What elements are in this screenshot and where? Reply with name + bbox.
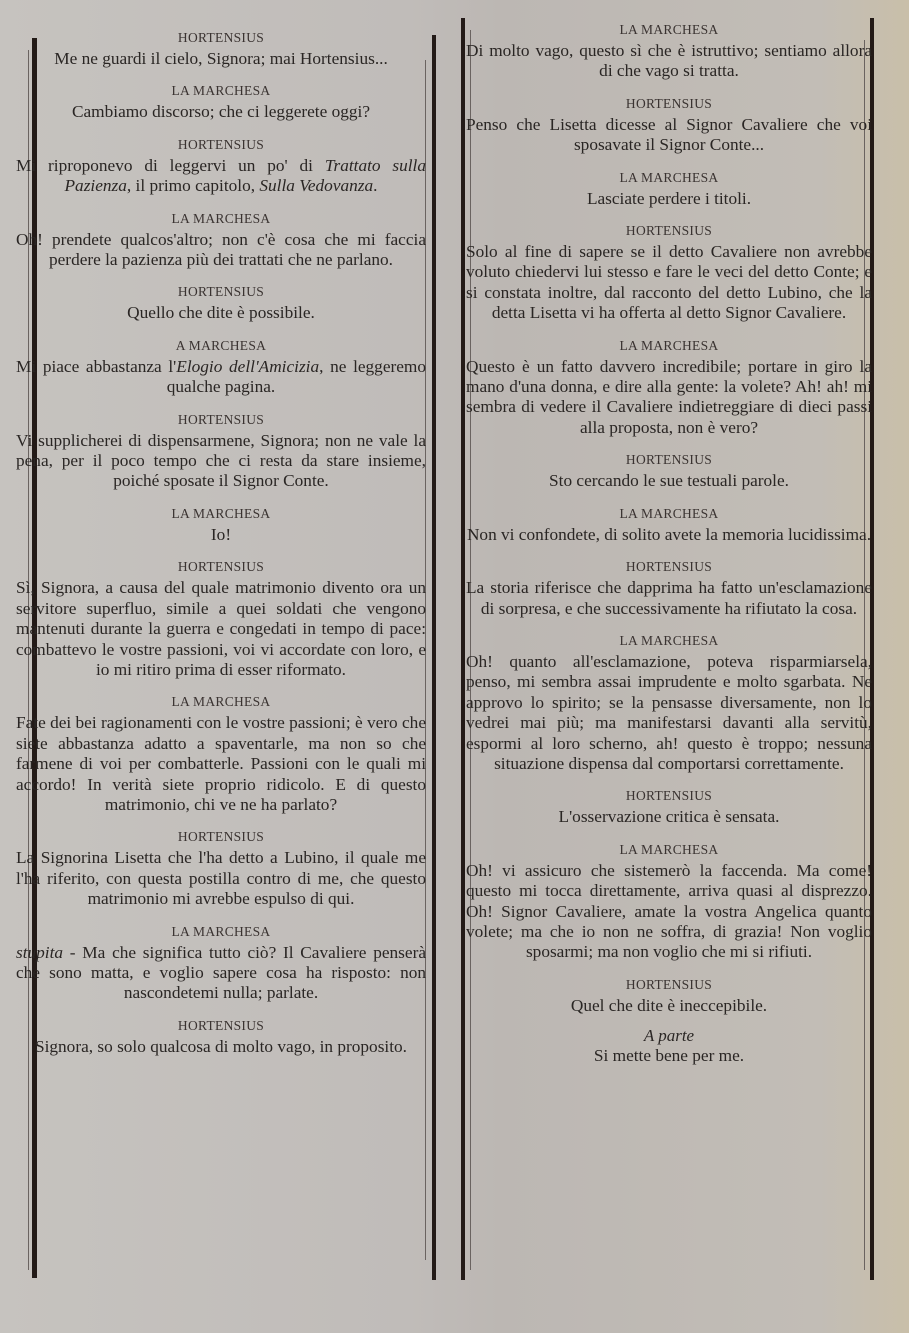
speaker-name: HORTENSIUS bbox=[177, 284, 265, 300]
dialogue-line: L'osservazione critica è sensata. bbox=[558, 807, 780, 827]
text-span: Mi piace abbastanza l' bbox=[16, 356, 177, 376]
speaker-name: HORTENSIUS bbox=[625, 452, 713, 468]
stage-direction: A parte bbox=[643, 1026, 695, 1046]
dialogue-line: Questo è un fatto davvero incredibile; portare in giro la mano d'una donna, e dire alla gente: la volete? Ah! ah! mi sembra di vedere il Cavaliere indietreggiare di dieci passi alla proposta, non è vero? bbox=[466, 356, 872, 437]
dialogue-block bbox=[466, 633, 872, 774]
right-column-left-rule bbox=[461, 18, 465, 1280]
dialogue-block bbox=[16, 137, 426, 197]
speaker-name: LA MARCHESA bbox=[619, 505, 719, 521]
dialogue-block bbox=[466, 96, 872, 156]
text-span: . bbox=[373, 176, 378, 196]
speaker-name: LA MARCHESA bbox=[619, 169, 719, 185]
speaker-name: LA MARCHESA bbox=[619, 632, 719, 648]
dialogue-block bbox=[466, 338, 872, 439]
dialogue-line: Vi supplicherei di dispensarmene, Signora; non ne vale la pena, per il poco tempo che ci resta da stare insieme, poiché sposate il Signor Conte. bbox=[16, 430, 426, 491]
left-column bbox=[16, 30, 426, 1071]
aside-line: Si mette bene per me. bbox=[593, 1046, 745, 1066]
dialogue-line: Sto cercando le sue testuali parole. bbox=[549, 471, 789, 491]
italic-text: Elogio dell'Amicizia bbox=[176, 356, 320, 376]
right-column bbox=[466, 22, 872, 1081]
dialogue-line: Non vi confondete, di solito avete la memoria lucidissima. bbox=[466, 524, 872, 544]
dialogue-block bbox=[16, 211, 426, 271]
dialogue-line: Penso che Lisetta dicesse al Signor Cavaliere che voi sposavate il Signor Conte... bbox=[466, 114, 872, 155]
speaker-name: HORTENSIUS bbox=[625, 559, 713, 575]
dialogue-line: Oh! prendete qualcos'altro; non c'è cosa che mi faccia perdere la pazienza più dei trattati che ne parlano. bbox=[16, 229, 426, 270]
text-span: , ne leggeremo qualche pagina. bbox=[166, 356, 426, 397]
speaker-name: HORTENSIUS bbox=[625, 788, 713, 804]
speaker-name: LA MARCHESA bbox=[619, 337, 719, 353]
dialogue-line bbox=[16, 156, 426, 197]
text-span: Mi riproponevo di leggervi un po' di bbox=[16, 155, 325, 175]
speaker-name: LA MARCHESA bbox=[171, 694, 271, 710]
speaker-name: HORTENSIUS bbox=[177, 1017, 265, 1033]
speaker-name: A MARCHESA bbox=[175, 337, 267, 353]
speaker-name: HORTENSIUS bbox=[177, 411, 265, 427]
dialogue-line: Di molto vago, questo sì che è istruttivo; sentiamo allora di che vago si tratta. bbox=[466, 41, 872, 81]
dialogue-line bbox=[16, 943, 426, 1004]
italic-text: stupita bbox=[16, 942, 64, 962]
dialogue-block bbox=[466, 559, 872, 619]
speaker-name: HORTENSIUS bbox=[177, 829, 265, 845]
speaker-name: HORTENSIUS bbox=[177, 30, 265, 45]
left-column-right-rule bbox=[432, 35, 436, 1280]
speaker-name: LA MARCHESA bbox=[619, 841, 719, 857]
dialogue-block bbox=[16, 83, 426, 122]
dialogue-block bbox=[466, 223, 872, 324]
dialogue-block bbox=[16, 412, 426, 492]
dialogue-block bbox=[466, 977, 872, 1067]
italic-text: Sulla Vedovanza bbox=[259, 176, 374, 196]
speaker-name: HORTENSIUS bbox=[177, 559, 265, 575]
speaker-name: HORTENSIUS bbox=[625, 95, 713, 111]
dialogue-block bbox=[16, 338, 426, 398]
dialogue-block bbox=[16, 559, 426, 680]
dialogue-line: Signora, so solo qualcosa di molto vago, in proposito. bbox=[34, 1036, 407, 1056]
dialogue-block bbox=[16, 1018, 426, 1057]
dialogue-block bbox=[466, 842, 872, 963]
dialogue-line: Quel che dite è ineccepibile. bbox=[570, 995, 768, 1015]
dialogue-line: Solo al fine di sapere se il detto Cavaliere non avrebbe voluto chiedervi lui stesso e fare le veci del detto Conte; e si constata inoltre, dal racconto del detto Lubino, che la detta Lisetta vi ha offerta al detto Signor Cavaliere. bbox=[466, 242, 872, 323]
dialogue-block bbox=[466, 170, 872, 209]
text-span: - Ma che significa tutto ciò? Il Cavaliere penserà che sono matta, e voglio sapere cosa ha risposto: non nascondetemi nulla; parlate. bbox=[16, 942, 426, 1003]
dialogue-block bbox=[16, 924, 426, 1004]
text-span: , il primo capitolo, bbox=[126, 176, 260, 196]
dialogue-block bbox=[466, 788, 872, 827]
dialogue-line bbox=[16, 357, 426, 398]
dialogue-line: Oh! quanto all'esclamazione, poteva risparmiarsela, penso, mi sembra assai imprudente e molto sgarbata. Ne approvo lo spirito; se la pensasse diversamente, non lo vedrei mai più; ma manifestarsi davanti alla servitù, espormi al loro scherno, ah! questo è troppo; nessuna situazione dispensa dal comportarsi correttamente. bbox=[466, 651, 872, 773]
speaker-name: HORTENSIUS bbox=[625, 976, 713, 992]
dialogue-line: Cambiamo discorso; che ci leggerete oggi? bbox=[71, 102, 370, 122]
speaker-name: LA MARCHESA bbox=[171, 83, 271, 99]
dialogue-block bbox=[16, 506, 426, 545]
speaker-name: LA MARCHESA bbox=[171, 923, 271, 939]
speaker-name: LA MARCHESA bbox=[171, 210, 271, 226]
speaker-name: HORTENSIUS bbox=[625, 223, 713, 239]
dialogue-block bbox=[16, 30, 426, 69]
dialogue-line: Lasciate perdere i titoli. bbox=[586, 188, 752, 208]
speaker-name: LA MARCHESA bbox=[619, 22, 719, 37]
dialogue-line: La Signorina Lisetta che l'ha detto a Lubino, il quale me l'ha riferito, con questa postilla contro di me, che questo matrimonio mi avrebbe espulso di qui. bbox=[16, 848, 426, 909]
dialogue-line: Sì, Signora, a causa del quale matrimonio divento ora un servitore superfluo, simile a quei soldati che vengono mantenuti durante la guerra e congedati in tempo di pace: combattevo le vostre passioni, voi vi accordate con loro, e io mi ritiro prima di esser riformato. bbox=[16, 578, 426, 679]
dialogue-line: Me ne guardi il cielo, Signora; mai Hortensius... bbox=[54, 49, 388, 68]
dialogue-block bbox=[16, 694, 426, 815]
dialogue-block bbox=[16, 829, 426, 909]
dialogue-line: Oh! vi assicuro che sistemerò la faccenda. Ma come! questo mi tocca direttamente, arriva quasi al disprezzo. Oh! Signor Cavaliere, amate la vostra Angelica quanto volete; ma che io non ne soffra, di grazia! Non voglio sposarmi; ma non voglio che mi si rifiuti. bbox=[466, 860, 872, 962]
dialogue-line: Io! bbox=[210, 524, 232, 544]
italic-text: Trattato sulla Pazienza bbox=[64, 155, 427, 196]
dialogue-block bbox=[466, 22, 872, 82]
dialogue-line: Quello che dite è possibile. bbox=[127, 303, 315, 323]
dialogue-line: Fate dei bei ragionamenti con le vostre passioni; è vero che siete abbastanza adatto a spaventarle, ma non so che farmene di voi per combatterle. Passioni con le quali mi accordo! In verità siete proprio ridicolo. E di questo matrimonio, chi ve ne ha parlato? bbox=[16, 713, 426, 814]
dialogue-block bbox=[466, 506, 872, 545]
speaker-name: HORTENSIUS bbox=[177, 136, 265, 152]
dialogue-block bbox=[16, 284, 426, 323]
dialogue-line: La storia riferisce che dapprima ha fatto un'esclamazione di sorpresa, e che successivamente ha rifiutato la cosa. bbox=[466, 578, 872, 618]
dialogue-block bbox=[466, 452, 872, 491]
speaker-name: LA MARCHESA bbox=[171, 505, 271, 521]
